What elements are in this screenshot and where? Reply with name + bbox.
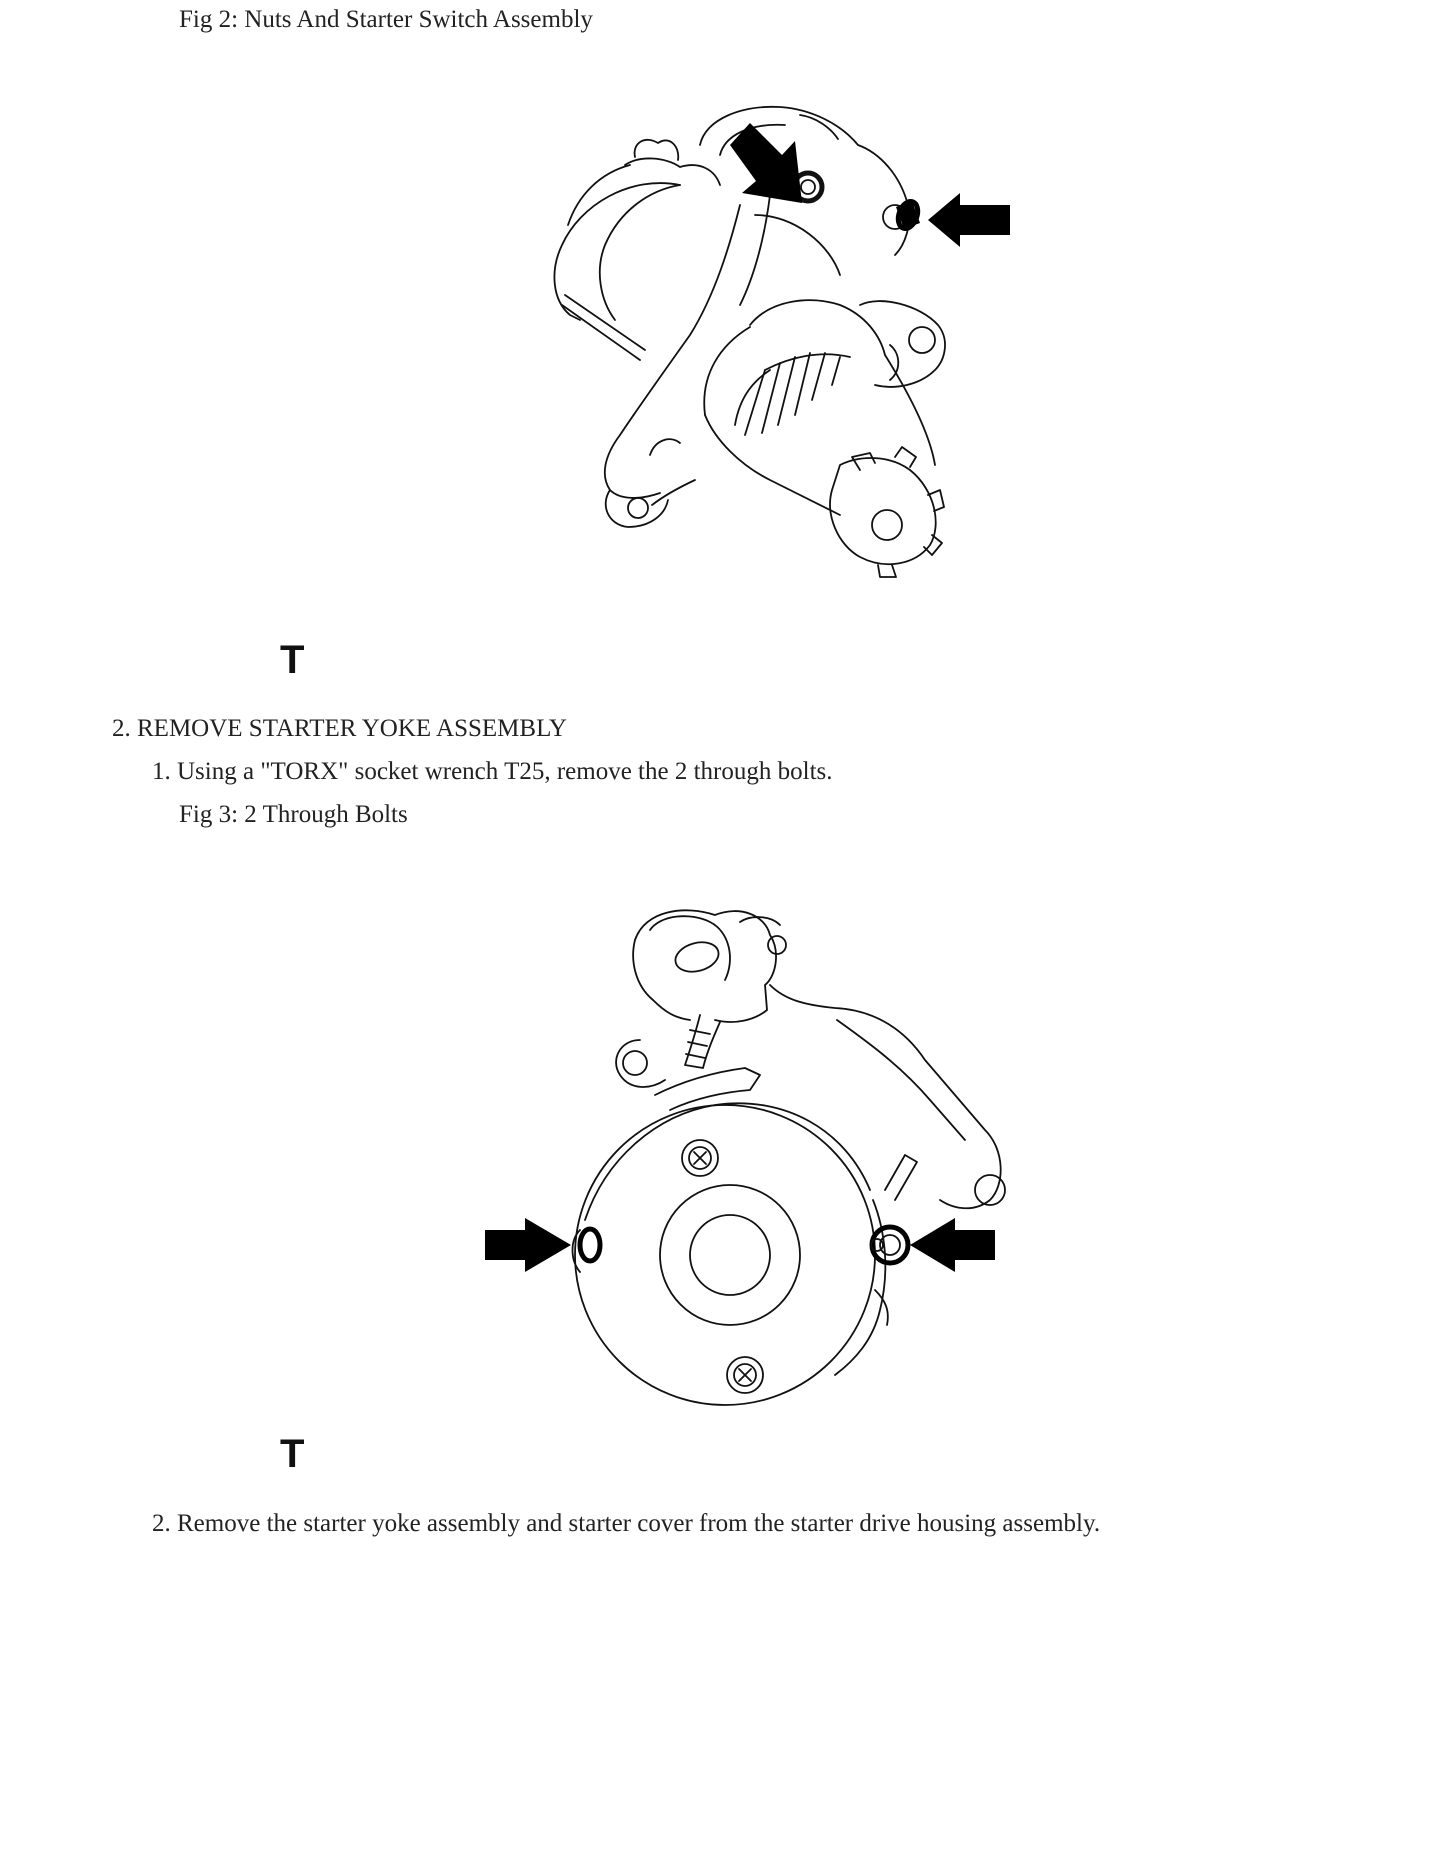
fig3-starter-illustration xyxy=(485,900,1065,1420)
switch-cap-outline xyxy=(635,910,776,1022)
arrow-left-bolt xyxy=(485,1218,571,1272)
fig3-marker: T xyxy=(280,1432,305,1476)
step2-substep1: 1. Using a "TORX" socket wrench T25, remove the 2 through bolts. xyxy=(152,758,833,785)
arrow-terminal-nut xyxy=(928,193,1010,247)
arrow-right-bolt xyxy=(910,1218,995,1272)
fig2-caption: Fig 2: Nuts And Starter Switch Assembly xyxy=(179,6,593,33)
fig3-caption: Fig 3: 2 Through Bolts xyxy=(179,801,408,828)
fig2-marker: T xyxy=(280,638,305,682)
fig2-starter-illustration xyxy=(540,95,1020,595)
step2-substep2: 2. Remove the starter yoke assembly and starter cover from the starter drive housing assembly. xyxy=(152,1510,1101,1537)
arrow-top-nut xyxy=(730,123,802,203)
step2-heading: 2. REMOVE STARTER YOKE ASSEMBLY xyxy=(112,715,567,742)
motor-housing-outline xyxy=(554,183,680,320)
